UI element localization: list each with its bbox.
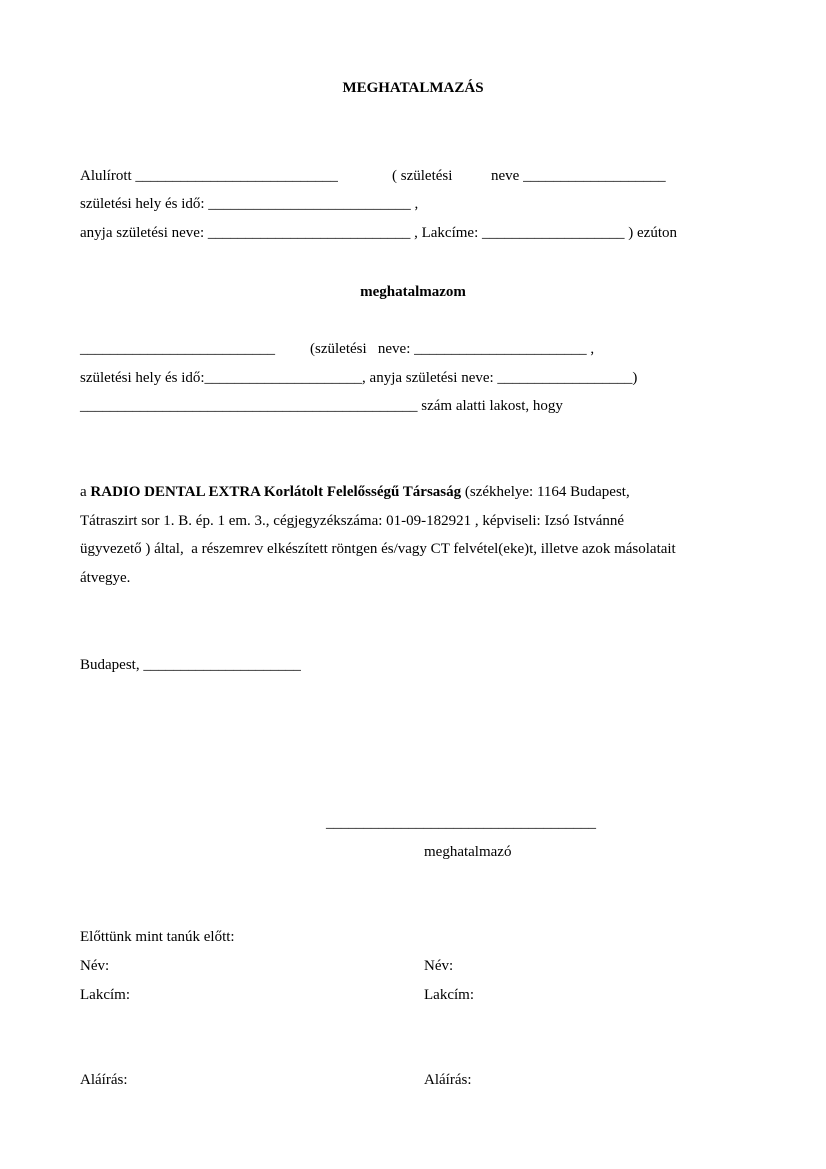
agent-address-line: _____________________________________________ szám alatti lakost, hogy — [80, 398, 563, 414]
company-name: RADIO DENTAL EXTRA Korlátolt Felelősségű Társaság — [90, 484, 462, 500]
agent-birth-name-line: (születési neve: _______________________ , — [310, 341, 595, 357]
principal-mother-address-line: anyja születési neve: ___________________________ , Lakcíme: ___________________ ) ezúton — [80, 225, 677, 241]
witnesses-heading: Előttünk mint tanúk előtt: — [80, 929, 235, 945]
place-date-line: Budapest, _____________________ — [80, 657, 301, 673]
authorization-heading: meghatalmazom — [360, 284, 466, 300]
agent-name-line: __________________________ — [80, 341, 275, 357]
body-line-4: átvegye. — [80, 570, 131, 586]
witness1-name-label: Név: — [80, 958, 110, 974]
signature-line: ____________________________________ — [326, 815, 596, 831]
witness1-address-label: Lakcím: — [80, 987, 130, 1003]
witness2-signature-label: Aláírás: — [424, 1072, 472, 1088]
agent-birth-details-line: születési hely és idő:_____________________, anyja születési neve: __________________) — [80, 370, 638, 386]
principal-name-line: Alulírott ___________________________ — [80, 168, 338, 184]
signature-label: meghatalmazó — [424, 844, 512, 860]
principal-birth-place-line: születési hely és idő: ___________________________ , — [80, 196, 419, 212]
body-line-2: Tátraszirt sor 1. B. ép. 1 em. 3., cégjegyzékszáma: 01-09-182921 , képviseli: Izsó Istvánné — [80, 513, 625, 529]
witness1-signature-label: Aláírás: — [80, 1072, 128, 1088]
witness2-name-label: Név: — [424, 958, 454, 974]
body-line-1: a RADIO DENTAL EXTRA Korlátolt Felelősségű Társaság (székhelye: 1164 Budapest, — [80, 484, 630, 500]
birth-name-label: ( születési — [392, 168, 453, 184]
birth-name-field: neve ___________________ — [491, 168, 666, 184]
body-line-3: ügyvezető ) által, a részemrev elkészített röntgen és/vagy CT felvétel(eke)t, illetve azok másolatait — [80, 541, 676, 557]
document-title: MEGHATALMAZÁS — [342, 80, 484, 96]
witness2-address-label: Lakcím: — [424, 987, 474, 1003]
